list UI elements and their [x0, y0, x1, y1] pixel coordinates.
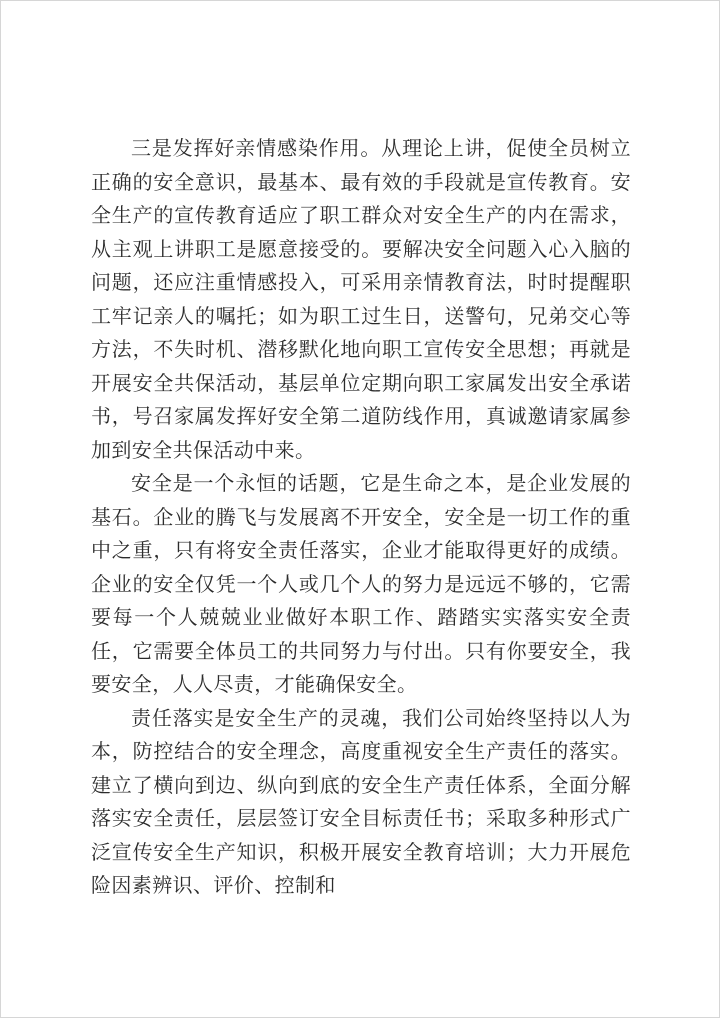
document-body	[91, 132, 631, 903]
paragraph-responsibility: 责任落实是安全生产的灵魂，我们公司始终坚持以人为本，防控结合的安全理念，高度重视安全生产责任的落实。建立了横向到边、纵向到底的安全生产责任体系，全面分解落实安全责任，层层签订安全目标责任书；采取多种形式广泛宣传安全生产知识，积极开展安全教育培训；大力开展危险因素辨识、评价、控制和	[91, 705, 631, 897]
paragraph-safety-foundation: 安全是一个永恒的话题，它是生命之本，是企业发展的基石。企业的腾飞与发展离不开安全，安全是一切工作的重中之重，只有将安全责任落实，企业才能取得更好的成绩。企业的安全仅凭一个人或几个人的努力是远远不够的，它需要每一个人兢兢业业做好本职工作、踏踏实实落实安全责任，它需要全体员工的共同努力与付出。只有你要安全，我要安全，人人尽责，才能确保安全。	[91, 471, 631, 696]
paragraph-family-safety: 三是发挥好亲情感染作用。从理论上讲，促使全员树立正确的安全意识，最基本、最有效的手段就是宣传教育。安全生产的宣传教育适应了职工群众对安全生产的内在需求，从主观上讲职工是愿意接受的。要解决安全问题入心入脑的问题，还应注重情感投入，可采用亲情教育法，时时提醒职工牢记亲人的嘱托；如为职工过生日，送警句，兄弟交心等方法，不失时机、潜移默化地向职工宣传安全思想；再就是开展安全共保活动，基层单位定期向职工家属发出安全承诺书，号召家属发挥好安全第二道防线作用，真诚邀请家属参加到安全共保活动中来。	[91, 136, 631, 462]
